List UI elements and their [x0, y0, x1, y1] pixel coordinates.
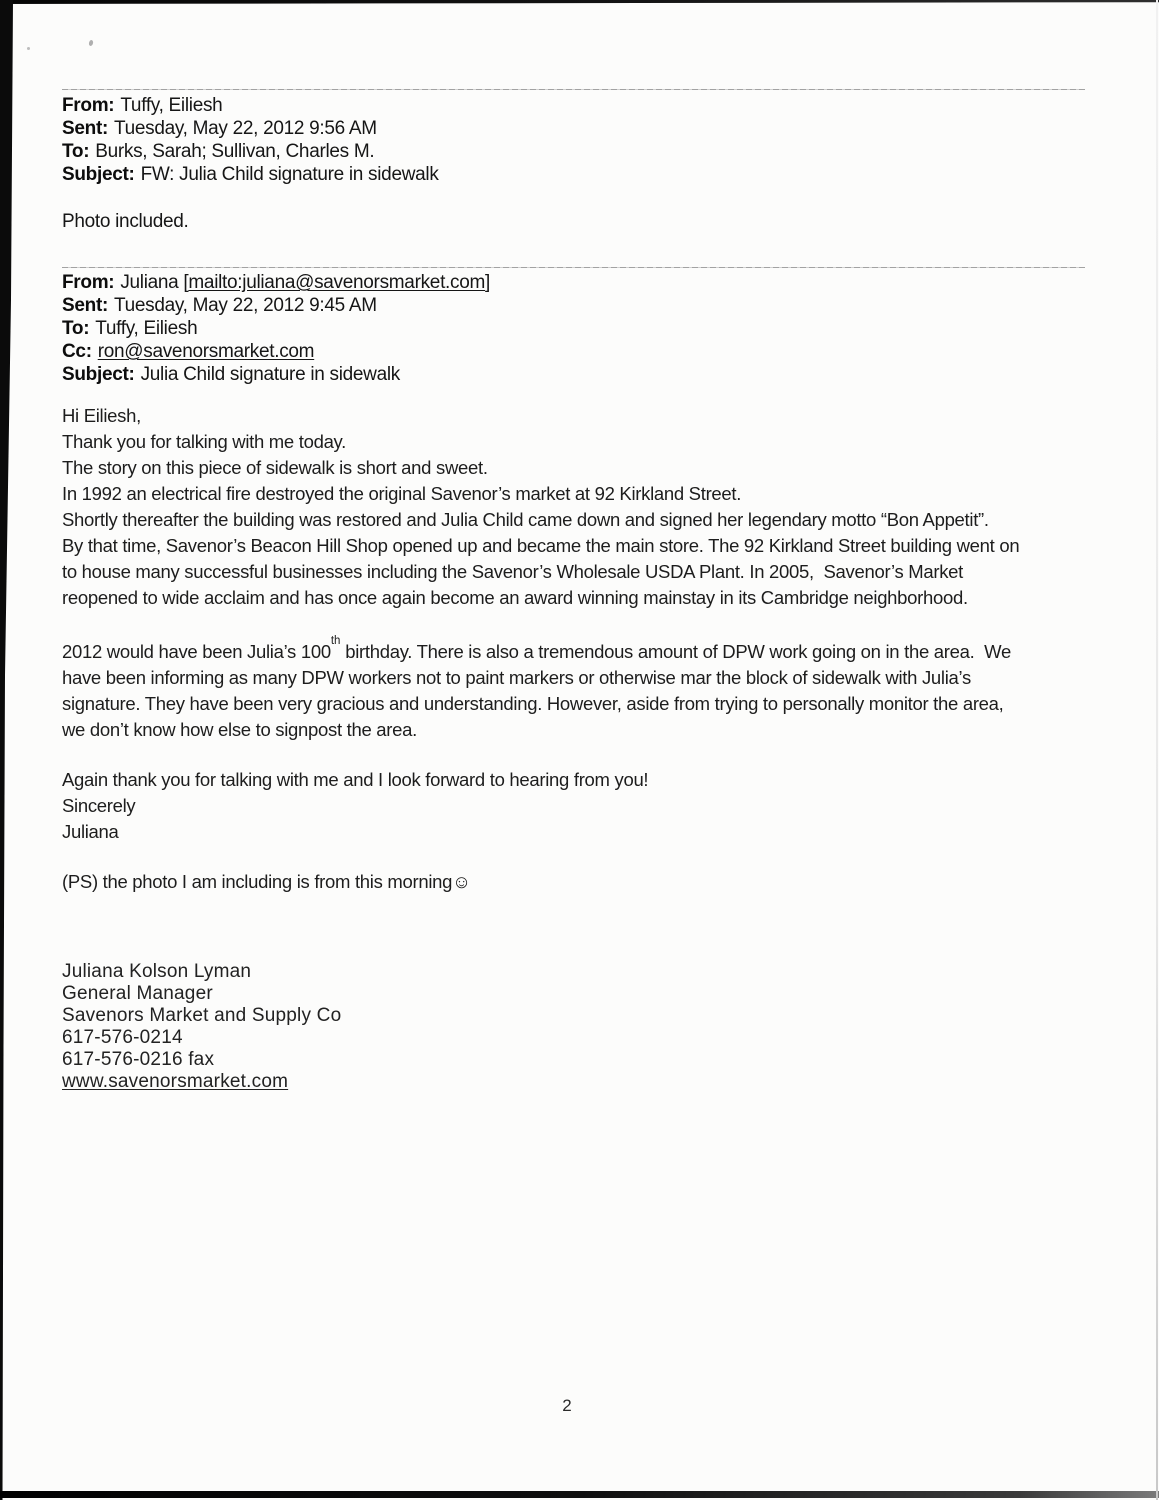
body-line: The story on this piece of sidewalk is short and sweet.	[62, 457, 488, 478]
cc-email-link[interactable]: ron@savenorsmarket.com	[97, 341, 315, 362]
closing-line: Again thank you for talking with me and I look forward to hearing from you!	[62, 769, 649, 791]
body-line: By that time, Savenor’s Beacon Hill Shop opened up and became the main store. The 92 Kirkland Street building went on	[62, 535, 1020, 556]
body-line	[62, 635, 1019, 665]
scan-speck	[27, 47, 30, 50]
body-line: reopened to wide acclaim and has once again become an award winning mainstay in its Cambridge neighborhood.	[62, 587, 968, 608]
email-body	[62, 403, 1019, 895]
sent-value: Tuesday, May 22, 2012 9:56 AM	[114, 118, 377, 139]
ps-line: (PS) the photo I am including is from this morning☺	[62, 871, 471, 893]
body-line: In 1992 an electrical fire destroyed the original Savenor’s market at 92 Kirkland Street.	[62, 483, 742, 504]
paragraph-break	[62, 845, 1019, 869]
header-row-subject	[62, 363, 490, 386]
from-label: From:	[62, 272, 115, 293]
closing-sincerely: Sincerely	[62, 795, 136, 817]
subject-value: Julia Child signature in sidewalk	[140, 364, 400, 385]
website-link[interactable]: www.savenorsmarket.com	[62, 1071, 289, 1092]
scan-edge-top	[0, 0, 1159, 4]
to-value: Burks, Sarah; Sullivan, Charles M.	[95, 141, 375, 162]
from-value-suffix: ]	[485, 272, 491, 293]
paragraph-break	[62, 611, 1019, 635]
forwarded-email-header	[62, 94, 439, 186]
scan-edge-left	[0, 0, 14, 1500]
to-value: Tuffy, Eiliesh	[95, 318, 198, 339]
body-line: Shortly thereafter the building was restored and Julia Child came down and signed her legendary motto “Bon Appetit”.	[62, 509, 989, 530]
signature-phone: 617-576-0214	[62, 1027, 183, 1048]
header-row-subject	[62, 163, 439, 186]
from-value-prefix: Juliana [	[120, 272, 189, 293]
ordinal-superscript: th	[330, 635, 341, 647]
scan-edge-bottom	[0, 1491, 1159, 1498]
signature-company: Savenors Market and Supply Co	[62, 1005, 342, 1026]
closing-name: Juliana	[62, 821, 119, 843]
page-number: 2	[562, 1396, 572, 1415]
sent-label: Sent:	[62, 118, 109, 139]
from-value: Tuffy, Eiliesh	[120, 95, 223, 116]
header-row-to	[62, 140, 439, 163]
to-label: To:	[62, 318, 90, 339]
from-label: From:	[62, 95, 115, 116]
signature-name: Juliana Kolson Lyman	[62, 961, 252, 982]
paragraph-break	[62, 743, 1019, 767]
birthday-text: 2012 would have been Julia’s 100	[62, 641, 331, 663]
header-row-from	[62, 271, 490, 294]
header-row-from	[62, 94, 439, 117]
cc-label: Cc:	[62, 341, 92, 362]
signature-title: General Manager	[62, 983, 213, 1004]
body-line: signature. They have been very gracious and understanding. However, aside from trying to personally monitor the area,	[62, 693, 1004, 715]
sent-label: Sent:	[62, 295, 109, 316]
website-link-row	[62, 1071, 341, 1093]
original-email-header	[62, 271, 490, 386]
photo-note: Photo included.	[62, 211, 189, 232]
scan-speck	[88, 40, 93, 47]
header-row-to	[62, 317, 490, 340]
divider-line	[62, 89, 1085, 90]
header-row-cc	[62, 340, 490, 363]
header-row-sent	[62, 294, 490, 317]
signature-block	[62, 961, 341, 1093]
header-row-sent	[62, 117, 439, 140]
scan-edge-right	[1156, 0, 1158, 1500]
body-line: Thank you for talking with me today.	[62, 431, 346, 452]
to-label: To:	[62, 141, 90, 162]
mailto-link[interactable]: mailto:juliana@savenorsmarket.com	[188, 272, 486, 293]
subject-label: Subject:	[62, 364, 135, 385]
body-line: we don’t know how else to signpost the area.	[62, 719, 417, 741]
sent-value: Tuesday, May 22, 2012 9:45 AM	[114, 295, 377, 316]
divider-line	[62, 267, 1085, 268]
body-line: Hi Eiliesh,	[62, 405, 141, 426]
body-line: have been informing as many DPW workers not to paint markers or otherwise mar the block of sidewalk with Julia’s	[62, 667, 971, 689]
subject-value: FW: Julia Child signature in sidewalk	[140, 164, 439, 185]
subject-label: Subject:	[62, 164, 135, 185]
body-line: to house many successful businesses including the Savenor’s Wholesale USDA Plant. In 2005, Savenor’s Market	[62, 561, 963, 582]
signature-fax: 617-576-0216 fax	[62, 1049, 215, 1070]
birthday-text-cont: birthday. There is also a tremendous amount of DPW work going on in the area. We	[340, 641, 1011, 663]
